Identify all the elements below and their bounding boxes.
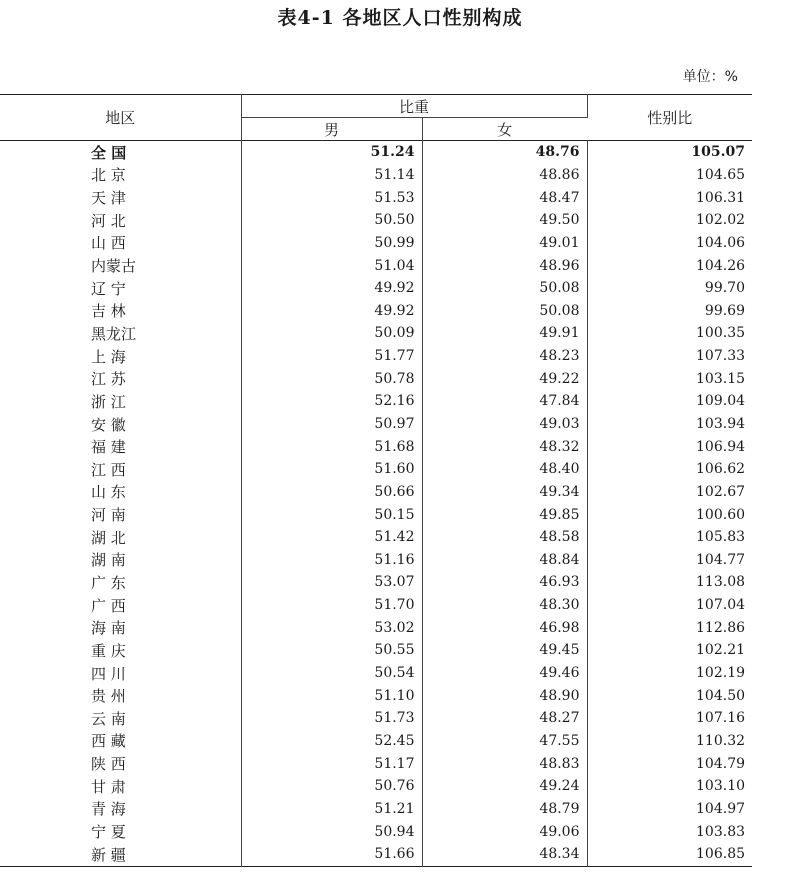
- male-share-cell: 51.16: [241, 549, 422, 572]
- male-share-cell: 51.42: [241, 526, 422, 549]
- male-share-cell: 50.76: [241, 775, 422, 798]
- table-row: [0, 798, 752, 821]
- female-share-cell: 46.98: [422, 616, 587, 639]
- header-sex-ratio: 性别比: [647, 109, 693, 127]
- male-share-cell: 51.14: [241, 164, 422, 187]
- table-row: [0, 390, 752, 413]
- region-cell: 黑龙江: [0, 322, 241, 345]
- region-cell: 北 京: [0, 164, 241, 187]
- region-cell: 陕 西: [0, 752, 241, 775]
- female-share-cell: 50.08: [422, 299, 587, 322]
- region-cell: 河 南: [0, 503, 241, 526]
- female-share-cell: 47.55: [422, 730, 587, 753]
- female-share-cell: 48.79: [422, 798, 587, 821]
- table-row: [0, 209, 752, 232]
- region-cell: 广 西: [0, 594, 241, 617]
- table-row: [0, 820, 752, 843]
- sex-ratio-cell: 99.69: [704, 302, 746, 319]
- table-row: [0, 662, 752, 685]
- male-share-cell: 51.77: [241, 345, 422, 368]
- male-share-cell: 50.94: [241, 820, 422, 843]
- female-share-cell: 48.27: [422, 707, 587, 730]
- male-share-cell: 51.60: [241, 458, 422, 481]
- sex-ratio-cell: 105.07: [691, 144, 746, 161]
- sex-ratio-cell: 104.65: [696, 166, 746, 183]
- region-cell: 辽 宁: [0, 277, 241, 300]
- female-share-cell: 48.32: [422, 435, 587, 458]
- sex-ratio-cell: 102.67: [696, 483, 746, 500]
- sex-ratio-cell: 107.16: [696, 710, 746, 727]
- male-share-cell: 52.45: [241, 730, 422, 753]
- female-share-cell: 48.58: [422, 526, 587, 549]
- table-title: 表4-1 各地区人口性别构成: [277, 7, 523, 29]
- sex-ratio-cell: 105.83: [696, 529, 746, 546]
- male-share-cell: 51.24: [241, 141, 422, 164]
- sex-ratio-cell: 109.04: [696, 393, 746, 410]
- table-row: [0, 775, 752, 798]
- male-share-cell: 51.04: [241, 254, 422, 277]
- population-sex-table: [0, 94, 752, 867]
- sex-ratio-cell: 104.77: [696, 551, 746, 568]
- female-share-cell: 49.06: [422, 820, 587, 843]
- region-cell: 内蒙古: [0, 254, 241, 277]
- male-share-cell: 50.66: [241, 481, 422, 504]
- male-share-cell: 50.54: [241, 662, 422, 685]
- region-cell: 青 海: [0, 798, 241, 821]
- sex-ratio-cell: 104.79: [696, 755, 746, 772]
- female-share-cell: 48.83: [422, 752, 587, 775]
- male-share-cell: 50.55: [241, 639, 422, 662]
- unit-label: 单位：%: [682, 69, 738, 85]
- male-share-cell: 50.97: [241, 413, 422, 436]
- table-row: [0, 164, 752, 187]
- female-share-cell: 48.47: [422, 186, 587, 209]
- table-row: [0, 186, 752, 209]
- table-row: [0, 254, 752, 277]
- region-cell: 山 西: [0, 232, 241, 255]
- region-cell: 江 西: [0, 458, 241, 481]
- female-share-cell: 49.03: [422, 413, 587, 436]
- region-cell: 海 南: [0, 616, 241, 639]
- region-cell: 甘 肃: [0, 775, 241, 798]
- sex-ratio-cell: 103.94: [696, 416, 746, 432]
- table-row: [0, 413, 752, 436]
- table-row: [0, 299, 752, 322]
- female-share-cell: 50.08: [422, 277, 587, 300]
- table-row: [0, 571, 752, 594]
- male-share-cell: 53.07: [241, 571, 422, 594]
- sex-ratio-cell: 113.08: [696, 574, 746, 591]
- region-cell: 广 东: [0, 571, 241, 594]
- male-share-cell: 50.09: [241, 322, 422, 345]
- female-share-cell: 49.46: [422, 662, 587, 685]
- female-share-cell: 49.50: [422, 209, 587, 232]
- female-share-cell: 49.85: [422, 503, 587, 526]
- header-female: 女: [497, 120, 513, 139]
- sex-ratio-cell: 100.60: [696, 506, 746, 523]
- sex-ratio-cell: 102.21: [696, 642, 746, 659]
- region-cell: 云 南: [0, 707, 241, 730]
- male-share-cell: 50.50: [241, 209, 422, 232]
- region-cell: 天 津: [0, 186, 241, 209]
- female-share-cell: 48.40: [422, 458, 587, 481]
- sex-ratio-cell: 106.94: [696, 438, 746, 455]
- sex-ratio-cell: 104.50: [696, 687, 746, 704]
- table-row: [0, 684, 752, 707]
- region-cell: 四 川: [0, 662, 241, 685]
- sex-ratio-cell: 107.04: [696, 597, 746, 614]
- sex-ratio-cell: 112.86: [696, 619, 746, 636]
- sex-ratio-cell: 103.10: [696, 778, 746, 795]
- male-share-cell: 51.17: [241, 752, 422, 775]
- female-share-cell: 49.45: [422, 639, 587, 662]
- region-cell: 浙 江: [0, 390, 241, 413]
- male-share-cell: 53.02: [241, 616, 422, 639]
- male-share-cell: 51.53: [241, 186, 422, 209]
- sex-ratio-cell: 103.15: [696, 370, 746, 387]
- table-row: [0, 752, 752, 775]
- sex-ratio-cell: 106.85: [696, 846, 746, 863]
- sex-ratio-cell: 99.70: [704, 280, 746, 297]
- female-share-cell: 49.34: [422, 481, 587, 504]
- table-row: [0, 367, 752, 390]
- sex-ratio-cell: 102.19: [696, 665, 746, 682]
- region-cell: 贵 州: [0, 684, 241, 707]
- female-share-cell: 48.76: [422, 141, 587, 164]
- male-share-cell: 50.15: [241, 503, 422, 526]
- sex-ratio-cell: 110.32: [696, 732, 746, 749]
- table-row: [0, 730, 752, 753]
- region-cell: 安 徽: [0, 413, 241, 436]
- male-share-cell: 49.92: [241, 299, 422, 322]
- male-share-cell: 51.10: [241, 684, 422, 707]
- region-cell: 新 疆: [0, 843, 241, 866]
- table-row: [0, 232, 752, 255]
- female-share-cell: 48.34: [422, 843, 587, 866]
- female-share-cell: 46.93: [422, 571, 587, 594]
- sex-ratio-cell: 106.62: [696, 461, 746, 478]
- table-row: [0, 322, 752, 345]
- table-row: [0, 458, 752, 481]
- female-share-cell: 48.96: [422, 254, 587, 277]
- table-row: [0, 526, 752, 549]
- region-cell: 河 北: [0, 209, 241, 232]
- female-share-cell: 49.01: [422, 232, 587, 255]
- female-share-cell: 48.30: [422, 594, 587, 617]
- region-cell: 全 国: [0, 141, 241, 164]
- region-cell: 山 东: [0, 481, 241, 504]
- table-body: [0, 141, 752, 867]
- region-cell: 宁 夏: [0, 820, 241, 843]
- table-row: [0, 435, 752, 458]
- table-row: [0, 594, 752, 617]
- female-share-cell: 48.84: [422, 549, 587, 572]
- sex-ratio-cell: 104.26: [696, 257, 746, 274]
- female-share-cell: 48.23: [422, 345, 587, 368]
- table-row: [0, 345, 752, 368]
- table-row: [0, 549, 752, 572]
- male-share-cell: 52.16: [241, 390, 422, 413]
- table-row: [0, 843, 752, 866]
- sex-ratio-cell: 104.97: [696, 800, 746, 817]
- sex-ratio-cell: 107.33: [696, 348, 746, 365]
- female-share-cell: 49.22: [422, 367, 587, 390]
- region-cell: 上 海: [0, 345, 241, 368]
- table-row: [0, 639, 752, 662]
- male-share-cell: 50.99: [241, 232, 422, 255]
- sex-ratio-cell: 103.83: [696, 823, 746, 840]
- female-share-cell: 49.24: [422, 775, 587, 798]
- male-share-cell: 51.68: [241, 435, 422, 458]
- sex-ratio-cell: 106.31: [696, 189, 746, 206]
- table-row: [0, 481, 752, 504]
- region-cell: 湖 北: [0, 526, 241, 549]
- region-cell: 吉 林: [0, 299, 241, 322]
- table-row: [0, 277, 752, 300]
- table-row-total: [0, 141, 752, 164]
- male-share-cell: 51.66: [241, 843, 422, 866]
- male-share-cell: 50.78: [241, 367, 422, 390]
- male-share-cell: 51.73: [241, 707, 422, 730]
- sex-ratio-cell: 100.35: [696, 325, 746, 342]
- table-row: [0, 503, 752, 526]
- male-share-cell: 49.92: [241, 277, 422, 300]
- region-cell: 湖 南: [0, 549, 241, 572]
- header-region: 地区: [0, 95, 241, 141]
- region-cell: 福 建: [0, 435, 241, 458]
- sex-ratio-cell: 104.06: [696, 234, 746, 251]
- region-cell: 重 庆: [0, 639, 241, 662]
- region-cell: 西 藏: [0, 730, 241, 753]
- male-share-cell: 51.21: [241, 798, 422, 821]
- female-share-cell: 47.84: [422, 390, 587, 413]
- female-share-cell: 48.86: [422, 164, 587, 187]
- header-male: 男: [241, 118, 422, 141]
- table-row: [0, 616, 752, 639]
- female-share-cell: 49.91: [422, 322, 587, 345]
- table-row: [0, 707, 752, 730]
- header-share: 比重: [241, 95, 587, 118]
- region-cell: 江 苏: [0, 367, 241, 390]
- male-share-cell: 51.70: [241, 594, 422, 617]
- sex-ratio-cell: 102.02: [696, 212, 746, 229]
- female-share-cell: 48.90: [422, 684, 587, 707]
